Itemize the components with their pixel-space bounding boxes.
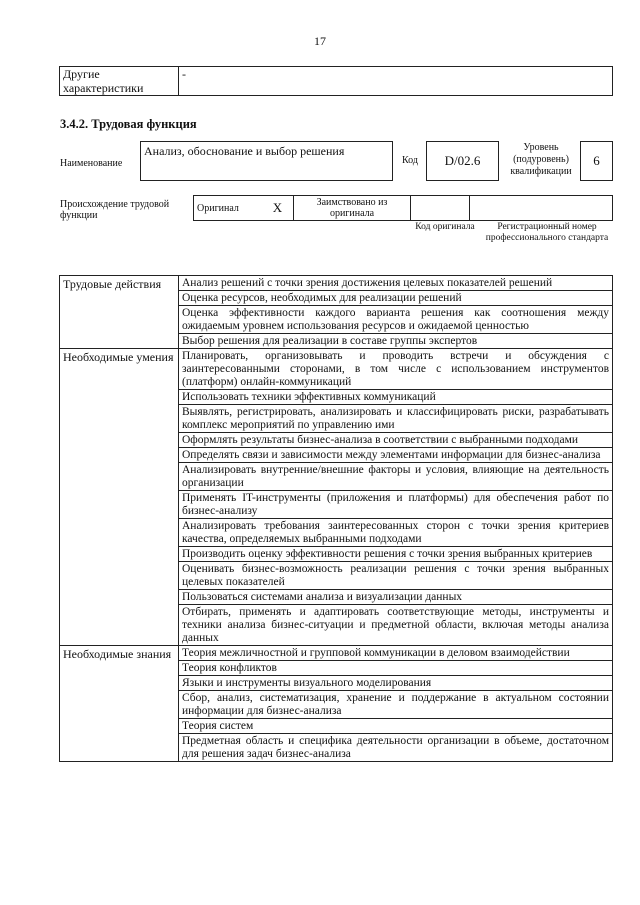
required-knowledge-item: Предметная область и специфика деятельности организации в объеме, достаточном для решения задач бизнес-анализа: [179, 734, 613, 762]
name-label: Наименование: [60, 158, 123, 169]
required-knowledge-item: Теория межличностной и групповой коммуникации в деловом взаимодействии: [179, 646, 613, 661]
other-characteristics-value: -: [179, 67, 613, 96]
required-skills-title: Необходимые умения: [60, 349, 179, 646]
labor-actions-item: Анализ решений с точки зрения достижения целевых показателей решений: [179, 276, 613, 291]
borrowed-label: Заимствовано из оригинала: [294, 196, 411, 221]
original-mark: X: [262, 196, 294, 221]
code-original-cell: [411, 196, 470, 221]
other-characteristics-table: [59, 66, 613, 96]
labor-actions-item: Оценка эффективности каждого варианта решения как соотношения между ожидаемым уровнем использования ресурсов и ожидаемой ценностью: [179, 306, 613, 334]
required-skills-item: Пользоваться системами анализа и визуализации данных: [179, 590, 613, 605]
section-title: 3.4.2. Трудовая функция: [60, 117, 197, 131]
table-row: [60, 349, 613, 390]
required-knowledge-item: Языки и инструменты визуального моделирования: [179, 676, 613, 691]
function-name-field: Анализ, обоснование и выбор решения: [140, 141, 393, 181]
required-skills-item: Планировать, организовывать и проводить встречи и обсуждения с заинтересованными сторонами, в том числе с использованием инструментов (платформ) онлайн-коммуникаций: [179, 349, 613, 390]
origin-label: Происхождение трудовой функции: [60, 199, 170, 221]
required-knowledge-item: Сбор, анализ, систематизация, хранение и поддержание в актуальном состоянии информации для бизнес-анализа: [179, 691, 613, 719]
labor-actions-title: Трудовые действия: [60, 276, 179, 349]
page-number: 17: [314, 34, 326, 48]
reg-number-label: Регистрационный номер профессионального стандарта: [485, 222, 609, 243]
function-code-field: D/02.6: [426, 141, 499, 181]
required-skills-item: Определять связи и зависимости между элементами информации для бизнес-анализа: [179, 448, 613, 463]
labor-actions-item: Выбор решения для реализации в составе группы экспертов: [179, 334, 613, 349]
level-label: Уровень (подуровень) квалификации: [510, 142, 572, 177]
other-characteristics-label: Другие характеристики: [60, 67, 179, 96]
required-skills-item: Оценивать бизнес-возможность реализации решения с точки зрения выбранных целевых показателей: [179, 562, 613, 590]
original-label: Оригинал: [194, 196, 263, 221]
code-label: Код: [402, 155, 418, 166]
required-skills-item: Выявлять, регистрировать, анализировать и классифицировать риски, разрабатывать комплекс мероприятий по управлению ими: [179, 405, 613, 433]
required-skills-item: Производить оценку эффективности решения с точки зрения выбранных критериев: [179, 547, 613, 562]
required-knowledge-item: Теория систем: [179, 719, 613, 734]
origin-table: [193, 195, 613, 221]
required-knowledge-title: Необходимые знания: [60, 646, 179, 762]
required-skills-item: Применять IT-инструменты (приложения и платформы) для обеспечения работ по бизнес-анализу: [179, 491, 613, 519]
table-row: [60, 276, 613, 291]
required-knowledge-item: Теория конфликтов: [179, 661, 613, 676]
required-skills-item: Анализировать внутренние/внешние факторы и условия, влияющие на деятельность организации: [179, 463, 613, 491]
function-details-table: [59, 275, 613, 762]
reg-number-cell: [470, 196, 613, 221]
required-skills-item: Анализировать требования заинтересованных сторон с точки зрения критериев качества, определяемых выбранными подходами: [179, 519, 613, 547]
level-field: 6: [580, 141, 613, 181]
required-skills-item: Оформлять результаты бизнес-анализа в соответствии с выбранными подходами: [179, 433, 613, 448]
labor-actions-item: Оценка ресурсов, необходимых для реализации решений: [179, 291, 613, 306]
required-skills-item: Отбирать, применять и адаптировать соответствующие методы, инструменты и техники анализа бизнес-ситуации и предметной области, включая методы анализа данных: [179, 605, 613, 646]
table-row: [60, 646, 613, 661]
required-skills-item: Использовать техники эффективных коммуникаций: [179, 390, 613, 405]
code-original-label: Код оригинала: [415, 222, 475, 232]
